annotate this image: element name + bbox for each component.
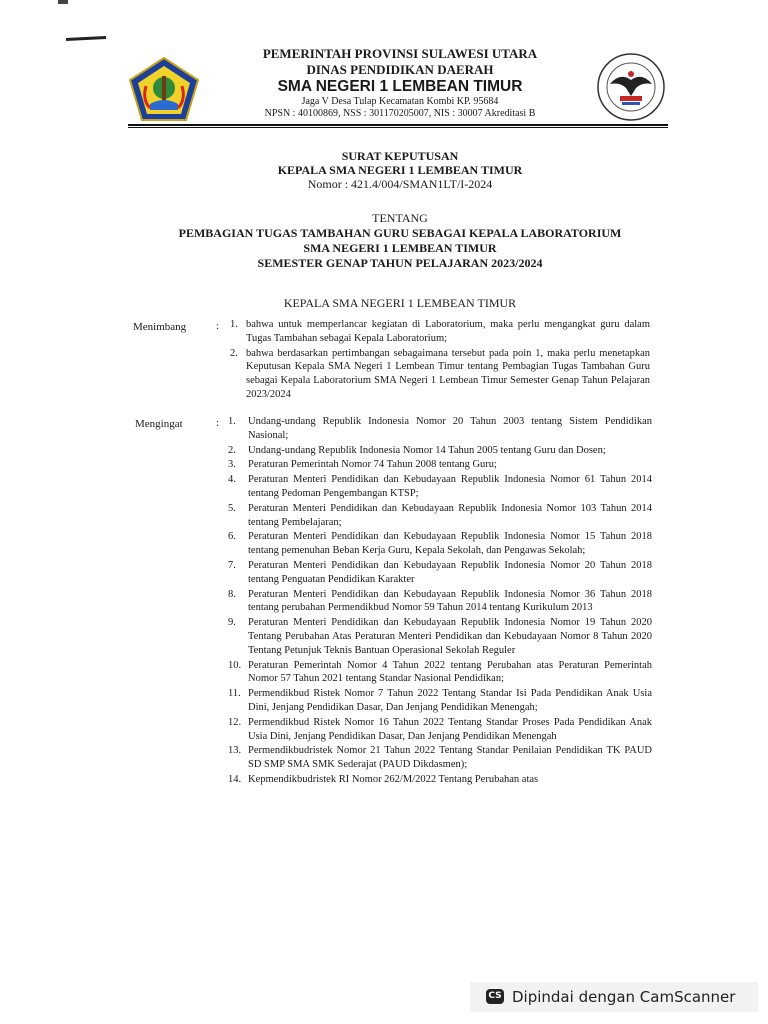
- list-item: 12. Permendikbud Ristek Nomor 16 Tahun 2022 Tentang Standar Proses Pada Pendidikan Anak Usia Dini, Jenjang Pendidikan Dasar, Dan Jenjang Pendidikan Menengah: [228, 716, 652, 742]
- decree-number: Nomor : 421.4/004/SMAN1LT/I-2024: [307, 177, 493, 191]
- list-item: 2. bahwa berdasarkan pertimbangan sebagaimana tersebut pada poin 1, maka perlu menetapkan Keputusan Kepala SMA Negeri 1 Lembean Timur tentang Pembagian Tugas Tambahan Guru sebagai Kepala Laboratorium SMA Negeri 1 Lembean Timur Semester Genap Tahun Pelajaran 2023/2024: [230, 347, 650, 400]
- list-item: 13. Permendikbudristek Nomor 21 Tahun 2022 Tentang Standar Penilaian Pendidikan TK PAUD SD SMP SMA SMK Sederajat (PAUD Dikdasmen);: [228, 745, 652, 771]
- list-item: 14. Kepmendikbudristek RI Nomor 262/M/2022 Tentang Perubahan atas: [228, 773, 539, 785]
- mengingat-label: Mengingat: [135, 418, 183, 430]
- list-item: 4. Peraturan Menteri Pendidikan dan Kebudayaan Republik Indonesia Nomor 61 Tahun 2014 tentang Pedoman Pengembangan KTSP;: [228, 474, 652, 499]
- subject-line-2: SMA NEGERI 1 LEMBEAN TIMUR: [303, 241, 497, 255]
- list-item: 9. Peraturan Menteri Pendidikan dan Kebudayaan Republik Indonesia Nomor 19 Tahun 2020 Tentang Perubahan Atas Peraturan Menteri Pendidikan dan Kebudayaan Nomor 8 Tahun 2020 Tentang Petunjuk Teknis Bantuan Operasional Sekolah Reguler: [228, 617, 652, 656]
- menimbang-label: Menimbang: [133, 321, 187, 333]
- letterhead-address: Jaga V Desa Tulap Kecamatan Kombi KP. 95684: [301, 96, 499, 107]
- list-item: 6. Peraturan Menteri Pendidikan dan Kebudayaan Republik Indonesia Nomor 15 Tahun 2018 tentang pemenuhan Beban Kerja Guru, Kepala Sekolah, dan Pengawas Sekolah;: [228, 531, 652, 557]
- mengingat-list: [228, 415, 652, 788]
- menimbang-list: [230, 318, 650, 403]
- decree-title: SURAT KEPUTUSAN: [341, 149, 459, 163]
- letterhead-school-name: SMA NEGERI 1 LEMBEAN TIMUR: [277, 78, 523, 95]
- tentang-label: TENTANG: [372, 211, 428, 225]
- letterhead-rule-thin: [128, 127, 668, 128]
- list-item: 2. Undang-undang Republik Indonesia Nomor 14 Tahun 2005 tentang Guru dan Dosen;: [228, 444, 606, 456]
- letterhead-identifiers: NPSN : 40100869, NSS : 301170205007, NIS : 30007 Akreditasi B: [264, 108, 536, 119]
- school-emblem-icon: [596, 52, 666, 122]
- list-item: 10. Peraturan Pemerintah Nomor 4 Tahun 2022 tentang Perubahan atas Peraturan Pemerintah Nomor 57 Tahun 2021 tentang Standar Nasional Pendidikan;: [228, 659, 652, 685]
- subject-line-3: SEMESTER GENAP TAHUN PELAJARAN 2023/2024: [257, 256, 543, 270]
- menimbang-colon: :: [216, 320, 220, 332]
- decree-issuer-title: KEPALA SMA NEGERI 1 LEMBEAN TIMUR: [277, 163, 523, 177]
- camscanner-icon: CS: [486, 989, 504, 1004]
- scan-artifact: [58, 0, 68, 4]
- issuer-heading: KEPALA SMA NEGERI 1 LEMBEAN TIMUR: [283, 296, 517, 310]
- list-item: 5. Peraturan Menteri Pendidikan dan Kebudayaan Republik Indonesia Nomor 103 Tahun 2014 tentang Pembelajaran;: [228, 502, 652, 528]
- mengingat-colon: :: [216, 417, 220, 429]
- subject-line-1: PEMBAGIAN TUGAS TAMBAHAN GURU SEBAGAI KEPALA LABORATORIUM: [178, 226, 622, 240]
- camscanner-label: Dipindai dengan CamScanner: [512, 988, 736, 1006]
- letterhead-rule-thick: [128, 124, 668, 126]
- list-item: 11. Permendikbud Ristek Nomor 7 Tahun 2022 Tentang Standar Isi Pada Pendidikan Anak Usia Dini, Jenjang Pendidikan Dasar, Dan Jenjang Pendidikan Menengah;: [228, 688, 652, 713]
- list-item: 1. bahwa untuk memperlancar kegiatan di Laboratorium, maka perlu mengangkat guru dalam Tugas Tambahan sebagai Kepala Laboratorium;: [230, 319, 650, 344]
- list-item: 7. Peraturan Menteri Pendidikan dan Kebudayaan Republik Indonesia Nomor 20 Tahun 2018 tentang Penguatan Pendidikan Karakter: [228, 559, 652, 585]
- camscanner-watermark: [470, 982, 758, 1012]
- list-item: 8. Peraturan Menteri Pendidikan dan Kebudayaan Republik Indonesia Nomor 36 Tahun 2018 tentang perubahan Permendikbud Nomor 59 Tahun 2014 tentang Kurikulum 2013: [228, 588, 652, 614]
- list-item: 3. Peraturan Pemerintah Nomor 74 Tahun 2008 tentang Guru;: [228, 459, 497, 471]
- list-item: 1. Undang-undang Republik Indonesia Nomor 20 Tahun 2003 tentang Sistem Pendidikan Nasional;: [228, 416, 652, 441]
- province-emblem-icon: [128, 56, 200, 122]
- letterhead: [0, 44, 768, 128]
- letterhead-province: PEMERINTAH PROVINSI SULAWESI UTARA: [262, 46, 538, 61]
- pen-mark: [66, 36, 106, 41]
- letterhead-department: DINAS PENDIDIKAN DAERAH: [306, 62, 494, 77]
